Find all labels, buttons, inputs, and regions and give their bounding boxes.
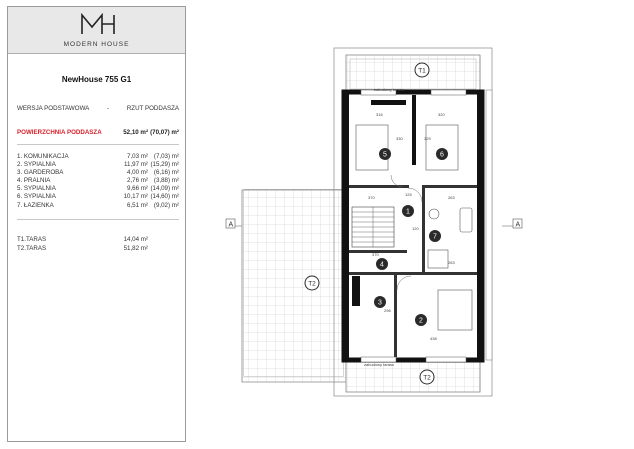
room-area-alt: (14,60) m² bbox=[150, 193, 179, 201]
bed bbox=[356, 125, 388, 170]
interior-wall bbox=[422, 188, 425, 273]
dimension: 330 bbox=[396, 136, 403, 141]
wall-left bbox=[344, 92, 349, 360]
room-badge bbox=[379, 148, 391, 160]
room-area: 4,00 m² bbox=[127, 169, 148, 177]
plan-label: RZUT PODDASZA bbox=[126, 105, 179, 112]
room-row bbox=[17, 161, 179, 169]
version-row bbox=[17, 105, 179, 112]
dimension: 370 bbox=[372, 252, 379, 257]
dimension: 296 bbox=[384, 308, 391, 313]
svg-text:T2: T2 bbox=[423, 374, 431, 382]
room-area-alt: (3,88) m² bbox=[153, 177, 179, 185]
floor-plan-drawing bbox=[186, 0, 634, 449]
room-row bbox=[17, 153, 179, 161]
room-row bbox=[17, 193, 179, 201]
staircase bbox=[352, 207, 394, 247]
room-name: 1. KOMUNIKACJA bbox=[17, 153, 69, 160]
bed bbox=[438, 290, 472, 330]
total-area-label: POWIERZCHNIA PODDASZA bbox=[17, 129, 102, 136]
interior-wall bbox=[394, 275, 397, 357]
dimension: 329 bbox=[424, 136, 431, 141]
terrace-badge-t2 bbox=[305, 276, 319, 290]
terrace-area: 14,04 m² bbox=[123, 236, 148, 243]
room-name: 5. SYPIALNIA bbox=[17, 185, 56, 193]
total-area-value: 52,10 m² bbox=[123, 129, 148, 136]
room-row bbox=[17, 169, 179, 177]
brand-logo bbox=[78, 13, 118, 35]
room-area: 9,66 m² bbox=[127, 185, 148, 193]
room-name: 3. GARDEROBA bbox=[17, 169, 64, 177]
window bbox=[426, 357, 466, 362]
svg-text:7: 7 bbox=[433, 233, 437, 241]
divider bbox=[17, 144, 179, 145]
room-area: 11,97 m² bbox=[124, 161, 148, 169]
dimension: 320 bbox=[438, 112, 445, 117]
roof-gutter bbox=[486, 90, 492, 360]
dimension: 263 bbox=[448, 195, 455, 200]
svg-text:5: 5 bbox=[383, 151, 387, 159]
room-badge bbox=[376, 258, 388, 270]
bathtub bbox=[460, 208, 472, 232]
dimension: 316 bbox=[376, 112, 383, 117]
svg-text:6: 6 bbox=[440, 151, 444, 159]
total-area-value-alt: (70,07) m² bbox=[150, 129, 179, 136]
dimension: 125 bbox=[405, 192, 412, 197]
room-area-alt: (15,29) m² bbox=[150, 161, 179, 169]
svg-text:4: 4 bbox=[380, 261, 384, 269]
terrace-t2-left bbox=[242, 190, 346, 382]
logo-header bbox=[8, 7, 185, 54]
room-name: 7. ŁAZIENKA bbox=[17, 201, 54, 209]
room-row bbox=[17, 177, 179, 185]
terrace-t1-top bbox=[346, 55, 480, 93]
terrace-row bbox=[17, 235, 179, 244]
svg-text:T1: T1 bbox=[418, 67, 426, 75]
room-name: 2. SYPIALNIA bbox=[17, 161, 56, 169]
terrace-list bbox=[17, 235, 179, 253]
total-area-row bbox=[17, 129, 179, 136]
terrace-row bbox=[17, 244, 179, 253]
divider bbox=[17, 219, 179, 220]
room-list bbox=[17, 153, 179, 210]
svg-text:2: 2 bbox=[419, 317, 423, 325]
terrace-area: 51,82 m² bbox=[123, 245, 148, 252]
room-badge bbox=[429, 230, 441, 242]
window bbox=[431, 90, 466, 95]
bed bbox=[426, 125, 458, 170]
project-title: NewHouse 755 G1 bbox=[61, 75, 132, 84]
floor-plan bbox=[186, 0, 634, 449]
room-name: 6. SYPIALNIA bbox=[17, 193, 56, 201]
room-badge bbox=[374, 296, 386, 308]
dimension: 370 bbox=[368, 195, 375, 200]
svg-text:T2: T2 bbox=[308, 280, 316, 288]
room-row bbox=[17, 185, 179, 193]
room-area: 6,51 m² bbox=[127, 201, 148, 209]
room-area-alt: (14,09) m² bbox=[150, 185, 179, 193]
terrace-note-bottom: zabudowy tarasu bbox=[364, 362, 395, 367]
section-marker-left-label: A bbox=[228, 221, 234, 229]
interior-wall bbox=[371, 100, 406, 105]
wardrobe bbox=[352, 276, 360, 306]
terrace-badge-t1 bbox=[415, 63, 429, 77]
room-area-alt: (9,02) m² bbox=[153, 201, 179, 209]
room-area: 7,03 m² bbox=[127, 153, 148, 160]
svg-text:1: 1 bbox=[406, 208, 410, 216]
dimension: 120 bbox=[412, 226, 419, 231]
room-row bbox=[17, 202, 179, 210]
room-badge bbox=[415, 314, 427, 326]
shower bbox=[428, 250, 448, 268]
version-separator: - bbox=[107, 105, 110, 112]
room-badge bbox=[402, 205, 414, 217]
interior-wall bbox=[397, 272, 477, 275]
info-panel bbox=[7, 6, 186, 442]
room-area-alt: (7,03) m² bbox=[153, 153, 179, 160]
section-marker-right-label: A bbox=[515, 221, 521, 229]
terrace-name: T1.TARAS bbox=[17, 236, 47, 243]
room-name: 4. PRALNIA bbox=[17, 177, 51, 185]
room-area-alt: (6,16) m² bbox=[153, 169, 179, 177]
terrace-note-top: zabudowy tarasu bbox=[374, 87, 405, 92]
room-area: 10,17 m² bbox=[123, 193, 148, 201]
terrace-badge-t2-bottom bbox=[420, 370, 434, 384]
brand-name: MODERN HOUSE bbox=[63, 41, 130, 48]
terrace-name: T2.TARAS bbox=[17, 245, 47, 252]
room-badge bbox=[436, 148, 448, 160]
version-label: WERSJA PODSTAWOWA bbox=[17, 105, 90, 112]
interior-wall bbox=[422, 185, 477, 188]
svg-text:3: 3 bbox=[378, 299, 382, 307]
wall-right bbox=[477, 92, 482, 360]
dimension: 438 bbox=[430, 336, 437, 341]
door-swing bbox=[397, 276, 411, 290]
room-area: 2,76 m² bbox=[127, 177, 148, 185]
toilet bbox=[429, 209, 439, 219]
interior-wall bbox=[412, 95, 416, 165]
dimension: 263 bbox=[448, 260, 455, 265]
